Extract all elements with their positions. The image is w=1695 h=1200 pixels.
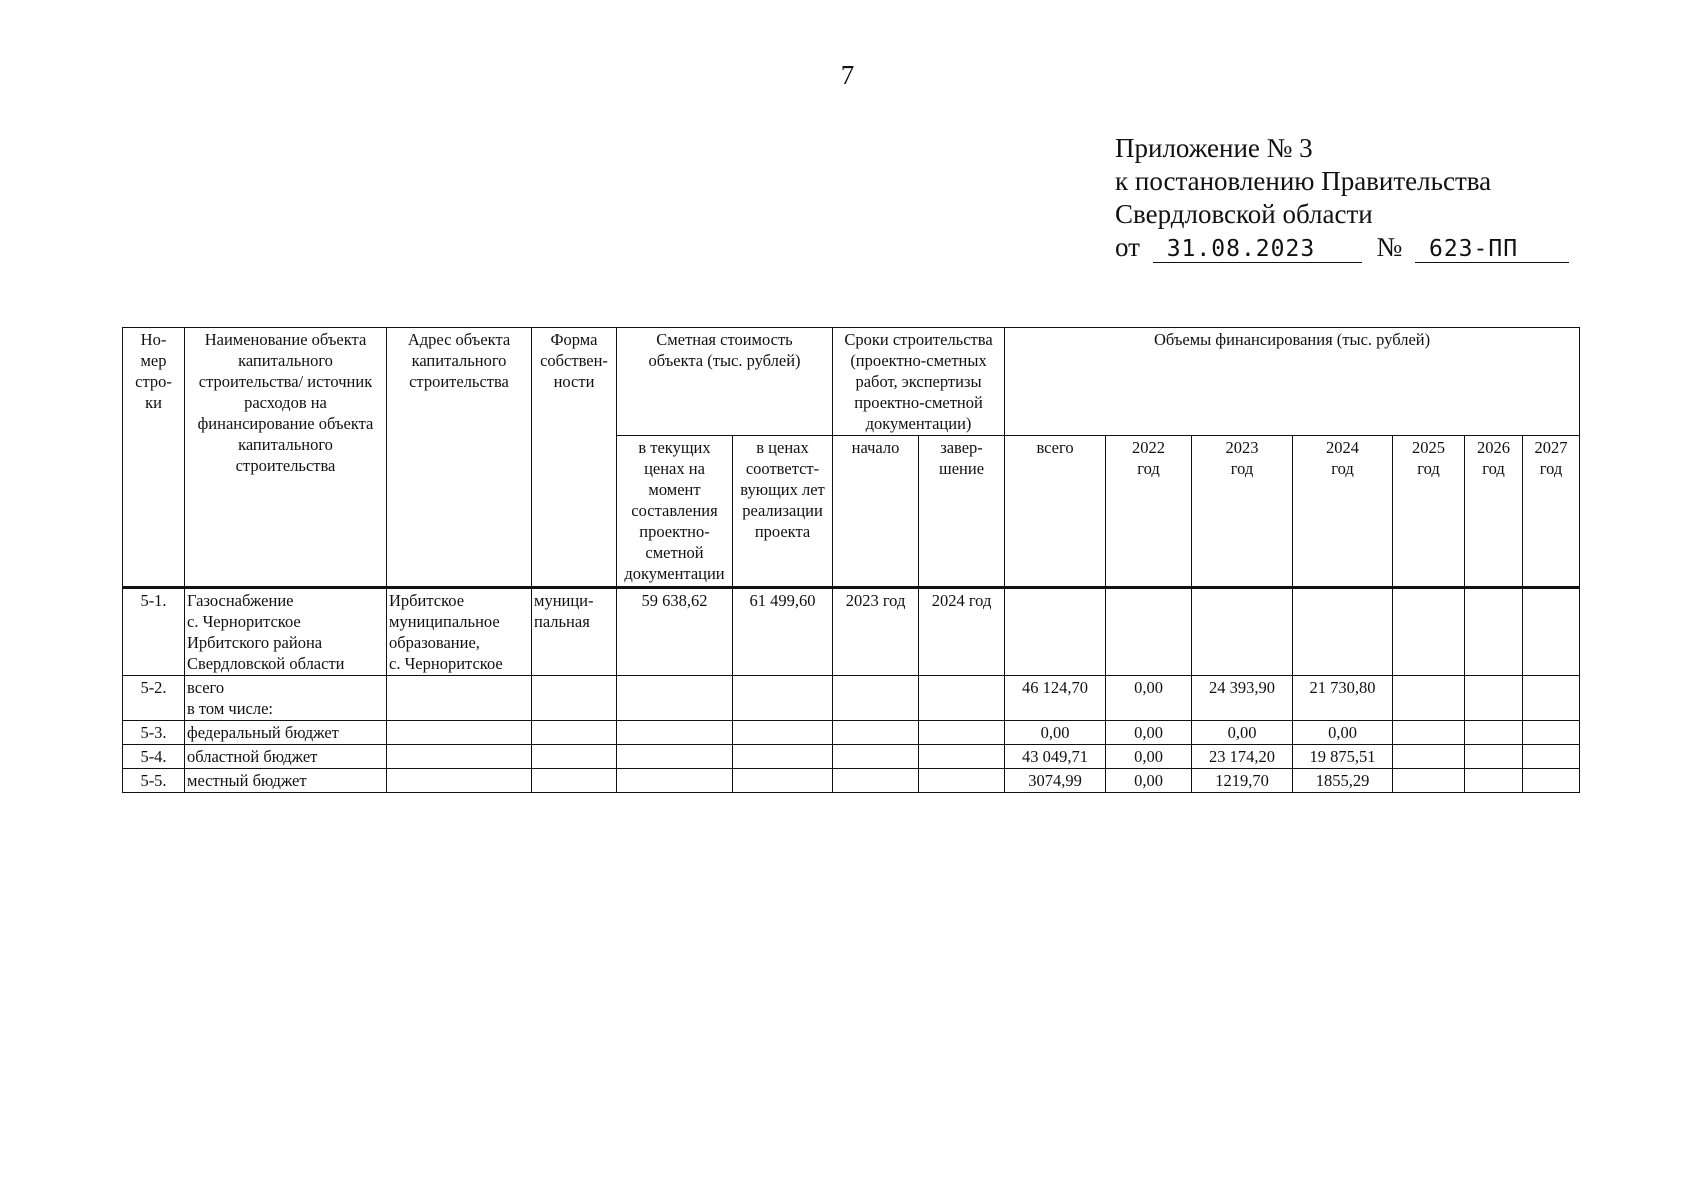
text-line: реализации	[742, 501, 823, 520]
row-address	[387, 676, 532, 721]
row-2027	[1523, 588, 1580, 676]
row-address	[387, 769, 532, 793]
row-cost-years	[733, 721, 833, 745]
row-address	[387, 588, 532, 676]
financing-table	[122, 327, 1580, 793]
text-line: мер	[140, 351, 167, 370]
text-line: муници-	[534, 591, 594, 610]
text-line: областной бюджет	[187, 747, 318, 766]
appendix-title: Приложение № 3	[1115, 133, 1313, 163]
appendix-line-2: к постановлению Правительства	[1115, 166, 1492, 196]
text-line: документации)	[865, 414, 972, 433]
row-cost-current	[617, 769, 733, 793]
table-row	[123, 745, 1580, 769]
header-row-number	[123, 328, 185, 588]
page-number: 7	[840, 60, 855, 90]
row-address	[387, 745, 532, 769]
row-total: 43 049,71	[1005, 745, 1106, 769]
row-2024: 21 730,80	[1293, 676, 1393, 721]
number-label: №	[1376, 232, 1403, 262]
row-end	[919, 745, 1005, 769]
text-line: Сметная стоимость	[656, 330, 793, 349]
row-number: 5-5.	[123, 769, 185, 793]
text-line: составления	[631, 501, 718, 520]
text-line: капитального	[238, 351, 333, 370]
header-end	[919, 436, 1005, 588]
text-line: Свердловской области	[187, 654, 345, 673]
row-ownership	[532, 721, 617, 745]
text-line: ценах на	[644, 459, 705, 478]
row-cost-current	[617, 721, 733, 745]
text-line: сметной	[645, 543, 704, 562]
text-line: капитального	[238, 435, 333, 454]
row-cost-years	[733, 745, 833, 769]
text-line: Но-	[140, 330, 167, 349]
header-financing: Объемы финансирования (тыс. рублей)	[1005, 328, 1580, 436]
row-2025	[1393, 588, 1465, 676]
text-line: год	[1137, 459, 1160, 478]
row-cost-years	[733, 769, 833, 793]
header-year-2022	[1106, 436, 1192, 588]
header-start: начало	[833, 436, 919, 588]
row-2025	[1393, 676, 1465, 721]
row-address	[387, 721, 532, 745]
row-total: 3074,99	[1005, 769, 1106, 793]
text-line: строительства	[409, 372, 509, 391]
row-ownership	[532, 745, 617, 769]
text-line: 2024	[1326, 438, 1360, 457]
text-line: работ, экспертизы	[855, 372, 982, 391]
row-2027	[1523, 769, 1580, 793]
text-line: (проектно-сметных	[850, 351, 987, 370]
text-line: год	[1482, 459, 1505, 478]
text-line: в том числе:	[187, 699, 274, 718]
header-estimated-cost	[617, 328, 833, 436]
row-2023: 23 174,20	[1192, 745, 1293, 769]
text-line: год	[1417, 459, 1440, 478]
text-line: капитального	[411, 351, 507, 370]
text-line: завер-	[940, 438, 983, 457]
text-line: ки	[145, 393, 162, 412]
row-2026	[1465, 721, 1523, 745]
row-number: 5-3.	[123, 721, 185, 745]
text-line: проектно-	[639, 522, 710, 541]
row-2023: 1219,70	[1192, 769, 1293, 793]
row-2027	[1523, 721, 1580, 745]
row-object-name	[185, 588, 387, 676]
header-year-2026	[1465, 436, 1523, 588]
row-end	[919, 769, 1005, 793]
row-start	[833, 676, 919, 721]
row-2024: 0,00	[1293, 721, 1393, 745]
text-line: 2027	[1534, 438, 1568, 457]
row-ownership	[532, 676, 617, 721]
text-line: в ценах	[756, 438, 809, 457]
table-row	[123, 721, 1580, 745]
row-start	[833, 745, 919, 769]
text-line: в текущих	[638, 438, 711, 457]
row-2022: 0,00	[1106, 676, 1192, 721]
text-line: стро-	[135, 372, 172, 391]
text-line: документации	[624, 564, 725, 583]
text-line: расходов на	[244, 393, 327, 412]
header-year-2027	[1523, 436, 1580, 588]
header-year-2024	[1293, 436, 1393, 588]
row-number: 5-2.	[123, 676, 185, 721]
header-total: всего	[1005, 436, 1106, 588]
text-line: образование,	[389, 633, 480, 652]
row-2027	[1523, 745, 1580, 769]
text-line: проектно-сметной	[854, 393, 983, 412]
text-line: собствен-	[540, 351, 608, 370]
text-line: 2025	[1412, 438, 1446, 457]
text-line: момент	[648, 480, 701, 499]
text-line: федеральный бюджет	[187, 723, 339, 742]
text-line: с. Черноритское	[389, 654, 503, 673]
header-construction-terms	[833, 328, 1005, 436]
row-2026	[1465, 676, 1523, 721]
text-line: вующих лет	[740, 480, 825, 499]
row-ownership	[532, 588, 617, 676]
row-2024: 1855,29	[1293, 769, 1393, 793]
text-line: пальная	[534, 612, 590, 631]
row-2025	[1393, 721, 1465, 745]
text-line: муниципальное	[389, 612, 500, 631]
row-object-name	[185, 676, 387, 721]
row-end	[919, 721, 1005, 745]
row-cost-years	[733, 676, 833, 721]
row-2025	[1393, 769, 1465, 793]
text-line: 2026	[1477, 438, 1511, 457]
row-2024: 19 875,51	[1293, 745, 1393, 769]
table-row	[123, 676, 1580, 721]
row-2026	[1465, 769, 1523, 793]
row-total: 46 124,70	[1005, 676, 1106, 721]
header-cost-years	[733, 436, 833, 588]
row-total: 0,00	[1005, 721, 1106, 745]
header-year-2023	[1192, 436, 1293, 588]
header-ownership	[532, 328, 617, 588]
header-address	[387, 328, 532, 588]
text-line: год	[1230, 459, 1254, 478]
row-2022: 0,00	[1106, 721, 1192, 745]
appendix-date-line	[1115, 231, 1569, 264]
row-end: 2024 год	[919, 588, 1005, 676]
header-row	[123, 328, 1580, 436]
row-cost-current: 59 638,62	[617, 588, 733, 676]
header-year-2025	[1393, 436, 1465, 588]
text-line: всего	[187, 678, 225, 697]
row-object-name	[185, 745, 387, 769]
text-line: шение	[939, 459, 985, 478]
row-object-name	[185, 769, 387, 793]
row-cost-years: 61 499,60	[733, 588, 833, 676]
text-line: Газоснабжение	[187, 591, 294, 610]
row-2025	[1393, 745, 1465, 769]
text-line: 2023	[1225, 438, 1259, 457]
text-line: строительства/ источник	[198, 372, 373, 391]
text-line: с. Черноритское	[187, 612, 301, 631]
appendix-block	[1115, 132, 1569, 264]
text-line: Адрес объекта	[407, 330, 511, 349]
text-line: Сроки строительства	[844, 330, 993, 349]
appendix-line-3: Свердловской области	[1115, 199, 1373, 229]
row-number: 5-4.	[123, 745, 185, 769]
text-line: 2022	[1132, 438, 1166, 457]
text-line: год	[1331, 459, 1354, 478]
row-2023	[1192, 588, 1293, 676]
row-2022	[1106, 588, 1192, 676]
text-line: объекта (тыс. рублей)	[648, 351, 801, 370]
row-2023: 0,00	[1192, 721, 1293, 745]
table-row	[123, 588, 1580, 676]
row-end	[919, 676, 1005, 721]
text-line: Ирбитское	[389, 591, 465, 610]
row-object-name	[185, 721, 387, 745]
row-2023: 24 393,90	[1192, 676, 1293, 721]
text-line: Наименование объекта	[204, 330, 367, 349]
row-2027	[1523, 676, 1580, 721]
row-2026	[1465, 745, 1523, 769]
row-start	[833, 769, 919, 793]
table-row	[123, 769, 1580, 793]
text-line: местный бюджет	[187, 771, 307, 790]
row-2024	[1293, 588, 1393, 676]
row-start: 2023 год	[833, 588, 919, 676]
row-ownership	[532, 769, 617, 793]
header-cost-current	[617, 436, 733, 588]
text-line: соответст-	[745, 459, 820, 478]
from-label: от	[1115, 232, 1140, 262]
row-total	[1005, 588, 1106, 676]
text-line: финансирование объекта	[197, 414, 374, 433]
row-cost-current	[617, 676, 733, 721]
text-line: ности	[553, 372, 595, 391]
header-object-name	[185, 328, 387, 588]
row-number: 5-1.	[123, 588, 185, 676]
text-line: Форма	[550, 330, 598, 349]
row-cost-current	[617, 745, 733, 769]
row-start	[833, 721, 919, 745]
text-line: Ирбитского района	[187, 633, 323, 652]
row-2022: 0,00	[1106, 745, 1192, 769]
text-line: год	[1539, 459, 1563, 478]
text-line: проекта	[754, 522, 811, 541]
text-line: строительства	[235, 456, 336, 475]
resolution-number: 623-ПП	[1415, 236, 1569, 263]
row-2026	[1465, 588, 1523, 676]
row-2022: 0,00	[1106, 769, 1192, 793]
resolution-date: 31.08.2023	[1153, 236, 1362, 263]
